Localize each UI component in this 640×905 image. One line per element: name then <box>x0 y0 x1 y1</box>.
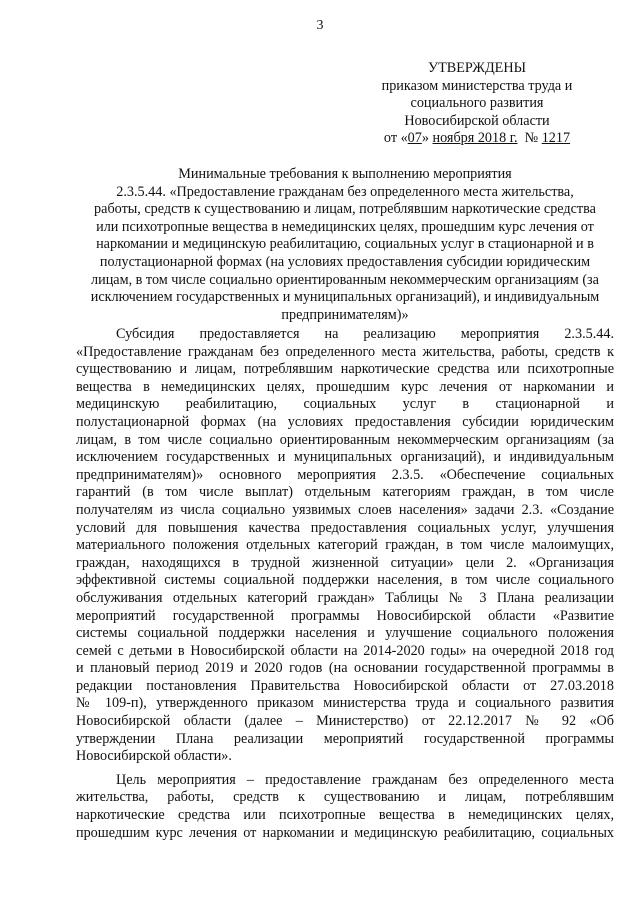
document-body <box>76 326 614 842</box>
number-prefix: № <box>517 130 542 146</box>
paragraph-1-line: граждан, находящихся в трудной жизненной ситуации» цели 2. «Организация <box>76 554 614 571</box>
title-line: работы, средств к существованию и лицам, потреблявшим наркотические средства <box>94 201 596 218</box>
paragraph-1-line: № 109-п), утвержденного приказом министерства труда и социального развития <box>76 695 614 712</box>
paragraph-1-line: системы социальной поддержки населения и улучшение социального положения <box>76 625 614 642</box>
approval-date-line <box>372 130 582 148</box>
paragraph-1-line: гарантий (в том числе выплат) отдельным категориям граждан, в том числе <box>76 484 614 501</box>
date-day: 07 <box>407 130 422 146</box>
title-line: наркомании и медицинскую реабилитацию, социальных услуг в стационарной и в <box>96 236 594 253</box>
paragraph-1-line: и плановый период 2019 и 2020 годов (на основании государственной программы в <box>76 660 614 677</box>
paragraph-2-line: наркотические средства или психотропные вещества в немедицинских целях, <box>76 807 614 824</box>
paragraph-1-line: обслуживания отдельных категорий граждан» Таблицы № 3 Плана реализации <box>76 589 614 606</box>
paragraph-1-line: утверждении Плана реализации мероприятий государственной программы <box>76 730 614 747</box>
approval-line: Новосибирской области <box>404 112 550 129</box>
date-prefix: от « <box>383 130 408 146</box>
paragraph-1-line: условий для повышения качества предоставления социальных услуг, улучшения <box>76 519 614 536</box>
title-line: полустационарной формах (на условиях предоставления субсидии юридическим <box>99 253 591 270</box>
approval-heading: УТВЕРЖДЕНЫ <box>428 60 526 76</box>
paragraph-1-line: Новосибирской области». <box>76 748 232 765</box>
paragraph-1-line: «Предоставление гражданам без определенного места жительства, работы, средств к <box>76 343 614 360</box>
document-title <box>80 166 610 324</box>
paragraph-2-line: Цель мероприятия – предоставление гражданам без определенного места <box>116 771 614 788</box>
title-line: лицам, в том числе социально ориентированным некоммерческим организациям (за <box>91 271 599 288</box>
paragraph-1-line: существованию и лицам, потреблявшим наркотические средства или психотропные <box>76 361 614 378</box>
approval-line: социального развития <box>410 95 544 111</box>
paragraph-1-line: лицам, в том числе социально ориентированным некоммерческим организациям (за <box>76 431 614 448</box>
paragraph-2-line: прошедшим курс лечения от наркомании и медицинскую реабилитацию, социальных <box>76 824 614 841</box>
paragraph-1-line: вещества в немедицинских целях, прошедшим курс лечения от наркомании и <box>76 378 614 395</box>
paragraph-1-line: мероприятий государственной программы Новосибирской области «Развитие <box>76 607 614 624</box>
paragraph-1-line: семей с детьми в Новосибирской области на 2014-2020 годы» на очередной 2018 год <box>76 642 614 659</box>
paragraph-2-line: жительства, работы, средств к существованию и лицам, потреблявшим <box>76 789 614 806</box>
title-line: 2.3.5.44. «Предоставление гражданам без определенного места жительства, <box>116 183 574 200</box>
page-number: 3 <box>316 18 324 33</box>
date-month-year: ноября 2018 г. <box>432 130 518 146</box>
paragraph-1-line: предпринимателям)» основного мероприятия 2.3.5. «Обеспечение социальных <box>76 466 614 483</box>
title-line: предпринимателям)» <box>281 306 409 323</box>
paragraph-1-line: материального положения отдельных категорий граждан, в том числе малоимущих, <box>76 537 614 554</box>
paragraph-1-line: эффективной системы социальной поддержки населения, в том числе социального <box>76 572 614 589</box>
paragraph-1-line: медицинскую реабилитацию, социальных услуг в стационарной и <box>76 396 614 413</box>
paragraph-1-line: Новосибирской области (далее – Министерство) от 22.12.2017 № 92 «Об <box>76 713 614 730</box>
title-line: исключением государственных и муниципальных организаций), и индивидуальным <box>90 289 600 306</box>
approval-line: приказом министерства труда и <box>381 77 573 94</box>
paragraph-1-line: исключением государственных и муниципальных организаций), и индивидуальным <box>76 449 614 466</box>
title-line: Минимальные требования к выполнению мероприятия <box>178 166 512 182</box>
paragraph-1-line: Субсидия предоставляется на реализацию мероприятия 2.3.5.44. <box>116 326 614 342</box>
title-line: или психотропные вещества в немедицинских целях, прошедшим курс лечения от <box>96 218 594 235</box>
paragraph-1-line: полустационарной формах (на условиях предоставления субсидии юридическим <box>76 413 614 430</box>
paragraph-1-line: получателям из числа социально уязвимых слоев населения» задачи 2.3. «Создание <box>76 501 614 518</box>
paragraph-1-line: редакции постановления Правительства Новосибирской области от 27.03.2018 <box>76 677 614 694</box>
date-mid: » <box>421 130 433 146</box>
approval-block <box>372 60 582 148</box>
order-number: 1217 <box>541 130 571 146</box>
